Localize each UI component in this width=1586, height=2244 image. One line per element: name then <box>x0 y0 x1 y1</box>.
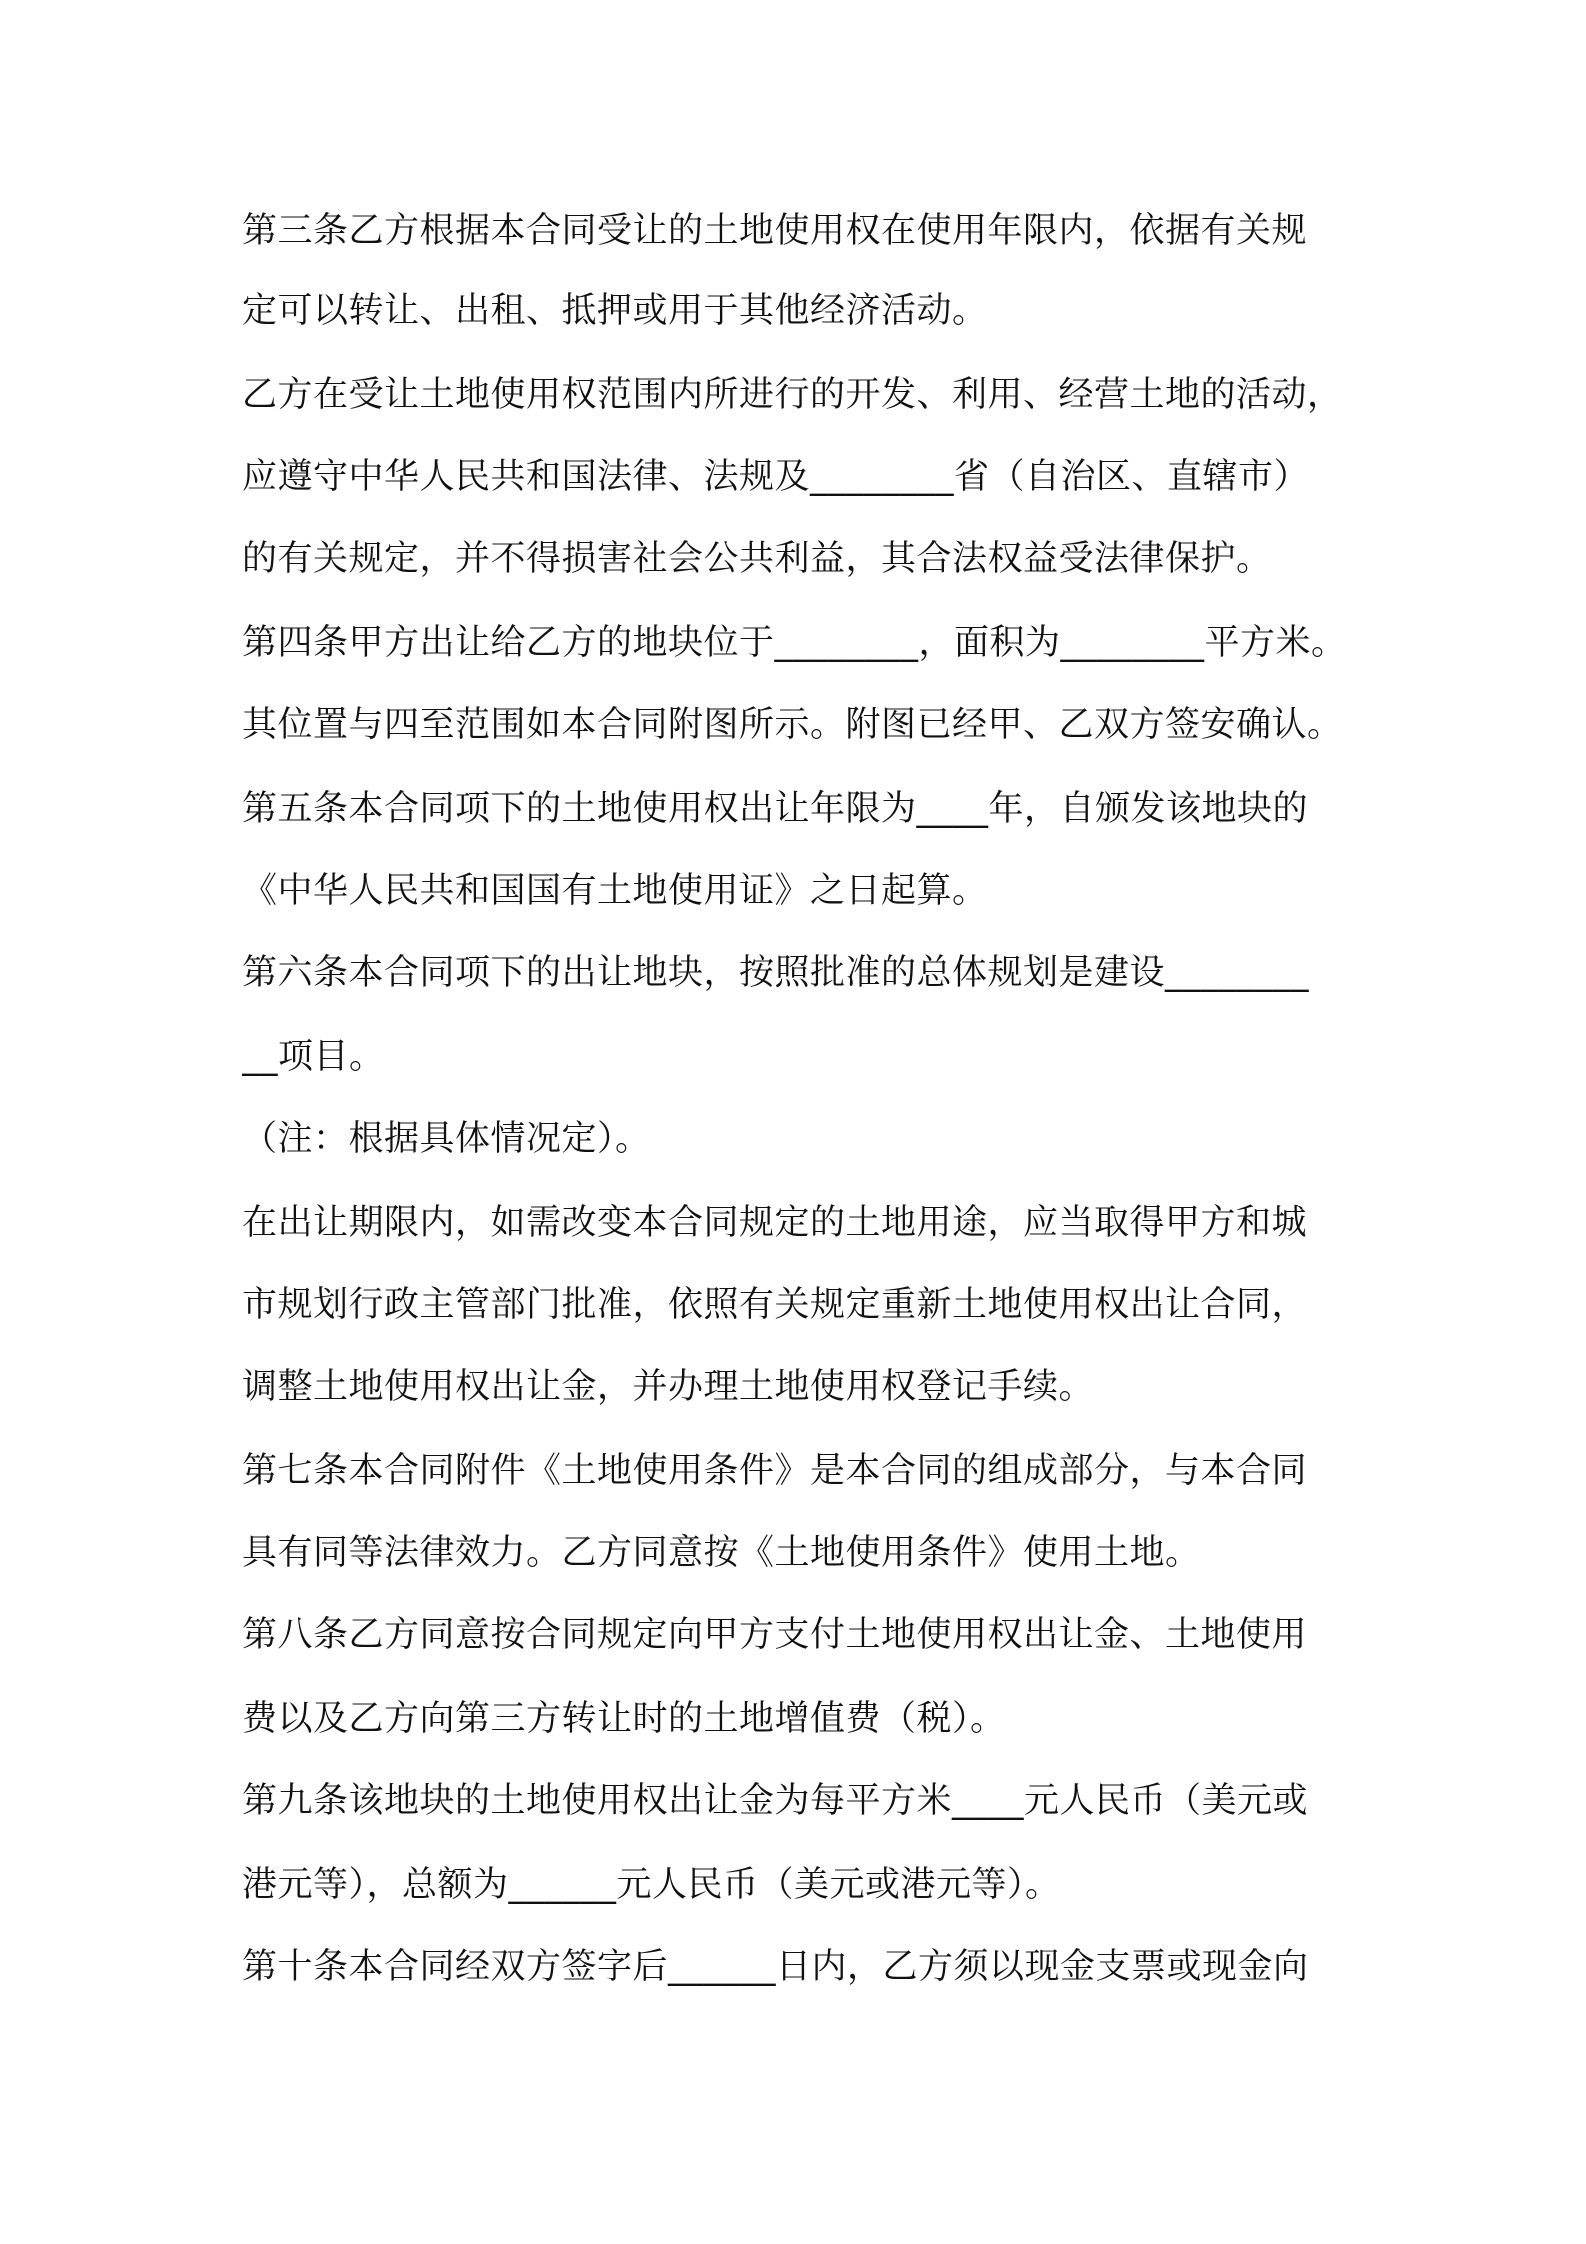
text-line: 乙方在受让土地使用权范围内所进行的开发、利用、经营土地的活动， <box>242 375 1343 415</box>
text-line: 的有关规定，并不得损害社会公共利益，其合法权益受法律保护。 <box>242 539 1272 579</box>
text-line: __项目。 <box>242 1037 385 1077</box>
text-line: 在出让期限内，如需改变本合同规定的土地用途，应当取得甲方和城 <box>242 1203 1308 1243</box>
text-line: 市规划行政主管部门批准，依照有关规定重新土地使用权出让合同， <box>242 1285 1308 1325</box>
text-line: 第八条乙方同意按合同规定向甲方支付土地使用权出让金、土地使用 <box>242 1615 1308 1655</box>
text-line: 第五条本合同项下的土地使用权出让年限为____年，自颁发该地块的 <box>242 789 1309 829</box>
text-line: 具有同等法律效力。乙方同意按《土地使用条件》使用土地。 <box>242 1533 1201 1573</box>
text-line: 港元等），总额为______元人民币（美元或港元等）。 <box>242 1865 1061 1905</box>
text-line: 第四条甲方出让给乙方的地块位于________，面积为________平方米。 <box>242 623 1347 663</box>
text-line: 第十条本合同经双方签字后______日内，乙方须以现金支票或现金向 <box>242 1947 1309 1987</box>
text-line: 应遵守中华人民共和国法律、法规及________省（自治区、直辖市） <box>242 457 1310 497</box>
text-line: 调整土地使用权出让金，并办理土地使用权登记手续。 <box>242 1367 1095 1407</box>
text-line: 第六条本合同项下的出让地块，按照批准的总体规划是建设________ <box>242 953 1310 993</box>
text-line: 《中华人民共和国国有土地使用证》之日起算。 <box>242 871 988 911</box>
text-line: （注：根据具体情况定）。 <box>242 1119 651 1159</box>
text-line: 第三条乙方根据本合同受让的土地使用权在使用年限内，依据有关规 <box>242 211 1308 251</box>
text-line: 其位置与四至范围如本合同附图所示。附图已经甲、乙双方签安确认。 <box>242 705 1343 745</box>
text-line: 定可以转让、出租、抵押或用于其他经济活动。 <box>242 291 988 331</box>
text-line: 费以及乙方向第三方转让时的土地增值费（税）。 <box>242 1699 1006 1739</box>
text-line: 第七条本合同附件《土地使用条件》是本合同的组成部分，与本合同 <box>242 1451 1308 1491</box>
text-line: 第九条该地块的土地使用权出让金为每平方米____元人民币（美元或 <box>242 1781 1309 1821</box>
